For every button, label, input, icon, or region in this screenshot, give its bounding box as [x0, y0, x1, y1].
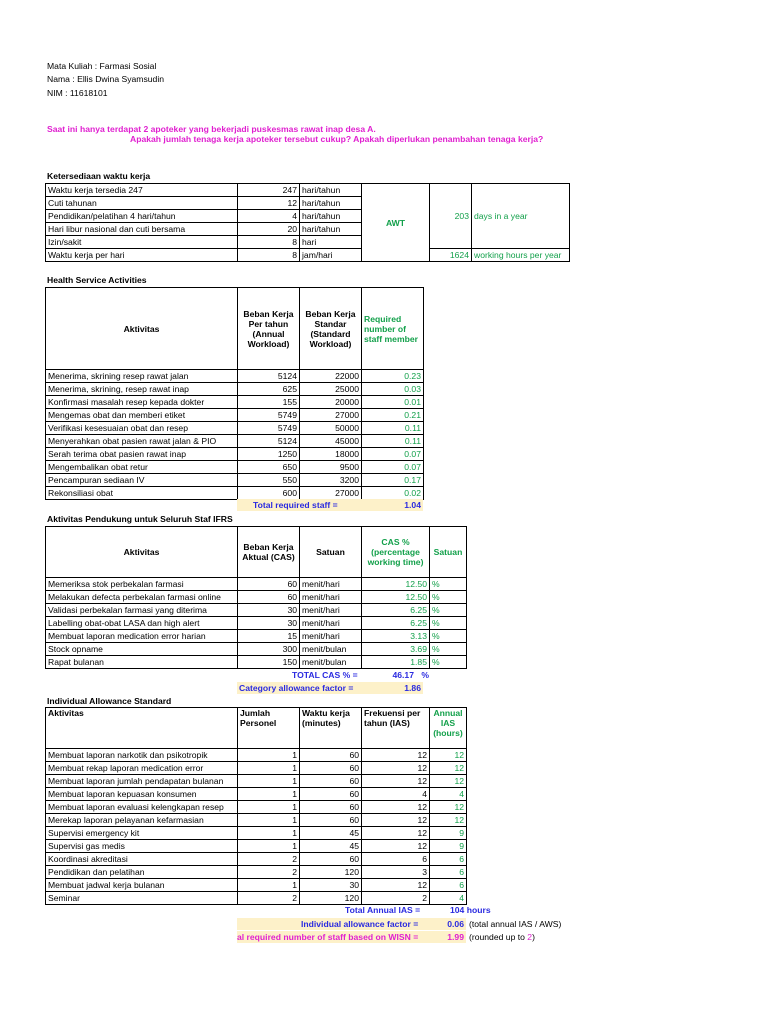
annual-workload-cell: 650	[238, 461, 300, 474]
col-standard: Beban Kerja Standar (Standard Workload)	[300, 288, 362, 370]
table-row	[46, 656, 467, 669]
standard-workload-cell: 50000	[300, 422, 362, 435]
activity-cell: Membuat laporan kepuasan konsumen	[46, 788, 238, 801]
frequency-cell: 12	[362, 762, 430, 775]
table-row	[46, 396, 424, 409]
time-cell: 60	[300, 762, 362, 775]
annual-ias-cell: 4	[430, 892, 467, 905]
cas-percent-cell: 6.25	[362, 604, 430, 617]
cas-percent-cell: 12.50	[362, 578, 430, 591]
required-staff-cell: 0.17	[362, 474, 424, 487]
required-staff-cell: 0.21	[362, 409, 424, 422]
activity-cell: Membuat laporan medication error harian	[46, 630, 238, 643]
personnel-cell: 1	[238, 814, 300, 827]
personnel-cell: 2	[238, 853, 300, 866]
table-row	[46, 801, 467, 814]
time-cell: 60	[300, 775, 362, 788]
student-nim: NIM : 11618101	[47, 88, 108, 98]
cas-total-label: TOTAL CAS % =	[292, 670, 358, 680]
table-row	[46, 409, 424, 422]
personnel-cell: 1	[238, 775, 300, 788]
table-row	[46, 578, 467, 591]
annual-ias-cell: 12	[430, 762, 467, 775]
individual-factor-note: (total annual IAS / AWS)	[469, 919, 562, 929]
required-staff-cell: 0.02	[362, 487, 424, 500]
col-freq: Frekuensi per tahun (IAS)	[362, 708, 430, 749]
activity-cell: Rekonsiliasi obat	[46, 487, 238, 500]
unit-cell: menit/hari	[300, 591, 362, 604]
wisn-row	[237, 931, 466, 943]
percent-unit-cell: %	[430, 591, 467, 604]
activity-cell: Merekap laporan pelayanan kefarmasian	[46, 814, 238, 827]
personnel-cell: 1	[238, 749, 300, 762]
table-row	[46, 840, 467, 853]
cas-load-cell: 60	[238, 591, 300, 604]
cas-load-cell: 30	[238, 604, 300, 617]
col-cas: CAS % (percentage working time)	[362, 527, 430, 578]
unit-cell: menit/bulan	[300, 656, 362, 669]
annual-ias-cell: 9	[430, 840, 467, 853]
annual-workload-cell: 155	[238, 396, 300, 409]
frequency-cell: 3	[362, 866, 430, 879]
cas-percent-cell: 1.85	[362, 656, 430, 669]
time-cell: 60	[300, 749, 362, 762]
availability-label: Pendidikan/pelatihan 4 hari/tahun	[46, 210, 238, 223]
wisn-note	[469, 931, 535, 943]
activity-cell: Rapat bulanan	[46, 656, 238, 669]
time-cell: 30	[300, 879, 362, 892]
cas-percent-cell: 12.50	[362, 591, 430, 604]
support-title: Aktivitas Pendukung untuk Seluruh Staf IFRS	[47, 514, 233, 524]
wisn-note-number: 2	[527, 932, 533, 942]
col-annual-ias: Annual IAS (hours)	[430, 708, 467, 749]
annual-workload-cell: 625	[238, 383, 300, 396]
annual-workload-cell: 5749	[238, 409, 300, 422]
standard-workload-cell: 22000	[300, 370, 362, 383]
personnel-cell: 2	[238, 892, 300, 905]
activity-cell: Membuat rekap laporan medication error	[46, 762, 238, 775]
table-row	[46, 422, 424, 435]
annual-ias-cell: 6	[430, 853, 467, 866]
unit-cell: menit/hari	[300, 617, 362, 630]
activity-cell: Labelling obat-obat LASA dan high alert	[46, 617, 238, 630]
activity-cell: Memeriksa stok perbekalan farmasi	[46, 578, 238, 591]
individual-table	[45, 707, 467, 905]
frequency-cell: 12	[362, 749, 430, 762]
annual-ias-cell: 12	[430, 801, 467, 814]
activity-cell: Mengemas obat dan memberi etiket	[46, 409, 238, 422]
standard-workload-cell: 9500	[300, 461, 362, 474]
standard-workload-cell: 20000	[300, 396, 362, 409]
cas-load-cell: 150	[238, 656, 300, 669]
annual-ias-cell: 6	[430, 879, 467, 892]
support-table	[45, 526, 467, 669]
required-staff-cell: 0.07	[362, 461, 424, 474]
annual-ias-cell: 4	[430, 788, 467, 801]
activity-cell: Validasi perbekalan farmasi yang diterima	[46, 604, 238, 617]
activity-cell: Supervisi gas medis	[46, 840, 238, 853]
table-row	[46, 788, 467, 801]
time-cell: 120	[300, 892, 362, 905]
unit-cell: menit/hari	[300, 578, 362, 591]
cas-percent-cell: 3.69	[362, 643, 430, 656]
days-label: days in a year	[472, 184, 570, 249]
availability-label: Waktu kerja per hari	[46, 249, 238, 262]
frequency-cell: 12	[362, 814, 430, 827]
table-row	[46, 643, 467, 656]
table-row	[46, 184, 570, 197]
col-required: Required number of staff member	[362, 288, 424, 370]
total-ias-label: Total Annual IAS =	[345, 905, 421, 915]
days-value: 203	[430, 184, 472, 249]
category-factor-row	[237, 682, 423, 694]
unit-cell: menit/hari	[300, 604, 362, 617]
question-line-2: Apakah jumlah tenaga kerja apoteker tersebut cukup? Apakah diperlukan penambahan tenaga kerja?	[130, 134, 544, 144]
activity-cell: Menyerahkan obat pasien rawat jalan & PIO	[46, 435, 238, 448]
standard-workload-cell: 45000	[300, 435, 362, 448]
wisn-note-post: )	[532, 932, 535, 942]
col-unit: Satuan	[300, 527, 362, 578]
availability-unit: hari/tahun	[300, 223, 362, 236]
availability-value: 4	[238, 210, 300, 223]
cas-total-value: 46.17	[392, 670, 414, 680]
frequency-cell: 6	[362, 853, 430, 866]
awt-cell: AWT	[362, 184, 430, 262]
hours-value: 1624	[430, 249, 472, 262]
availability-unit: jam/hari	[300, 249, 362, 262]
cas-load-cell: 60	[238, 578, 300, 591]
question-line-1: Saat ini hanya terdapat 2 apoteker yang bekerjadi puskesmas rawat inap desa A.	[47, 124, 376, 134]
availability-value: 8	[238, 249, 300, 262]
col-load: Beban Kerja Aktual (CAS)	[238, 527, 300, 578]
individual-factor-row	[237, 918, 466, 930]
table-row	[46, 630, 467, 643]
annual-workload-cell: 5124	[238, 435, 300, 448]
col-unit-2: Satuan	[430, 527, 467, 578]
time-cell: 60	[300, 788, 362, 801]
personnel-cell: 1	[238, 879, 300, 892]
individual-factor-value: 0.06	[447, 919, 464, 929]
col-activity: Aktivitas	[46, 708, 238, 749]
annual-workload-cell: 1250	[238, 448, 300, 461]
table-row	[46, 617, 467, 630]
activity-cell: Mengembalikan obat retur	[46, 461, 238, 474]
table-row	[46, 383, 424, 396]
annual-workload-cell: 550	[238, 474, 300, 487]
availability-label: Cuti tahunan	[46, 197, 238, 210]
required-staff-cell: 0.03	[362, 383, 424, 396]
activity-cell: Membuat laporan jumlah pendapatan bulanan	[46, 775, 238, 788]
category-factor-label: Category allowance factor =	[239, 683, 354, 693]
personnel-cell: 1	[238, 840, 300, 853]
availability-table	[45, 183, 570, 262]
annual-ias-cell: 12	[430, 775, 467, 788]
table-row	[46, 892, 467, 905]
time-cell: 45	[300, 827, 362, 840]
table-row	[46, 448, 424, 461]
availability-label: Waktu kerja tersedia 247	[46, 184, 238, 197]
availability-value: 20	[238, 223, 300, 236]
health-total-row	[237, 499, 423, 511]
activity-cell: Supervisi emergency kit	[46, 827, 238, 840]
table-row	[46, 749, 467, 762]
table-header-row	[46, 288, 424, 370]
table-row	[46, 249, 570, 262]
availability-value: 8	[238, 236, 300, 249]
annual-ias-cell: 9	[430, 827, 467, 840]
activity-cell: Membuat jadwal kerja bulanan	[46, 879, 238, 892]
activity-cell: Membuat laporan evaluasi kelengkapan resep	[46, 801, 238, 814]
activity-cell: Serah terima obat pasien rawat inap	[46, 448, 238, 461]
percent-unit-cell: %	[430, 617, 467, 630]
health-total-value: 1.04	[404, 500, 421, 510]
table-row	[46, 879, 467, 892]
percent-unit-cell: %	[430, 630, 467, 643]
activity-cell: Stock opname	[46, 643, 238, 656]
activity-cell: Menerima, skrining, resep rawat inap	[46, 383, 238, 396]
health-total-label: Total required staff =	[253, 500, 338, 510]
personnel-cell: 2	[238, 866, 300, 879]
personnel-cell: 1	[238, 788, 300, 801]
time-cell: 60	[300, 814, 362, 827]
table-header-row	[46, 708, 467, 749]
wisn-note-pre: (rounded up to	[469, 932, 528, 942]
time-cell: 45	[300, 840, 362, 853]
availability-label: Hari libur nasional dan cuti bersama	[46, 223, 238, 236]
table-row	[46, 435, 424, 448]
availability-unit: hari	[300, 236, 362, 249]
table-row	[46, 604, 467, 617]
required-staff-cell: 0.01	[362, 396, 424, 409]
annual-workload-cell: 5124	[238, 370, 300, 383]
standard-workload-cell: 3200	[300, 474, 362, 487]
wisn-label: al required number of staff based on WISN =	[237, 932, 419, 942]
unit-cell: menit/bulan	[300, 643, 362, 656]
cas-load-cell: 300	[238, 643, 300, 656]
personnel-cell: 1	[238, 827, 300, 840]
frequency-cell: 12	[362, 801, 430, 814]
course-label: Mata Kuliah : Farmasi Sosial	[47, 61, 157, 71]
personnel-cell: 1	[238, 762, 300, 775]
standard-workload-cell: 25000	[300, 383, 362, 396]
table-row	[46, 814, 467, 827]
standard-workload-cell: 27000	[300, 409, 362, 422]
availability-unit: hari/tahun	[300, 210, 362, 223]
table-row	[46, 461, 424, 474]
activity-cell: Membuat laporan narkotik dan psikotropik	[46, 749, 238, 762]
total-ias-value: 104 hours	[450, 905, 491, 915]
hours-label: working hours per year	[472, 249, 570, 262]
student-name: Nama : Ellis Dwina Syamsudin	[47, 74, 165, 84]
activity-cell: Verifikasi kesesuaian obat dan resep	[46, 422, 238, 435]
required-staff-cell: 0.11	[362, 435, 424, 448]
percent-unit-cell: %	[430, 643, 467, 656]
availability-value: 247	[238, 184, 300, 197]
frequency-cell: 12	[362, 775, 430, 788]
activity-cell: Koordinasi akreditasi	[46, 853, 238, 866]
frequency-cell: 12	[362, 827, 430, 840]
health-title: Health Service Activities	[47, 275, 147, 285]
time-cell: 60	[300, 853, 362, 866]
table-row	[46, 827, 467, 840]
table-row	[46, 474, 424, 487]
activity-cell: Menerima, skrining resep rawat jalan	[46, 370, 238, 383]
support-total-row	[237, 669, 429, 681]
frequency-cell: 2	[362, 892, 430, 905]
percent-unit-cell: %	[430, 578, 467, 591]
frequency-cell: 12	[362, 840, 430, 853]
standard-workload-cell: 27000	[300, 487, 362, 500]
activity-cell: Konfirmasi masalah resep kepada dokter	[46, 396, 238, 409]
time-cell: 60	[300, 801, 362, 814]
annual-workload-cell: 600	[238, 487, 300, 500]
availability-label: Izin/sakit	[46, 236, 238, 249]
required-staff-cell: 0.23	[362, 370, 424, 383]
table-row	[46, 591, 467, 604]
category-factor-value: 1.86	[404, 683, 421, 693]
activity-cell: Pencampuran sediaan IV	[46, 474, 238, 487]
table-row	[46, 853, 467, 866]
annual-ias-cell: 12	[430, 814, 467, 827]
table-row	[46, 762, 467, 775]
frequency-cell: 4	[362, 788, 430, 801]
activity-cell: Pendidikan dan pelatihan	[46, 866, 238, 879]
annual-workload-cell: 5749	[238, 422, 300, 435]
health-table	[45, 287, 424, 500]
percent-unit-cell: %	[430, 656, 467, 669]
time-cell: 120	[300, 866, 362, 879]
required-staff-cell: 0.11	[362, 422, 424, 435]
table-row	[46, 775, 467, 788]
col-time: Waktu kerja (minutes)	[300, 708, 362, 749]
cas-total-pct: %	[421, 670, 429, 680]
cas-load-cell: 15	[238, 630, 300, 643]
annual-ias-cell: 12	[430, 749, 467, 762]
individual-factor-label: Individual allowance factor =	[301, 919, 419, 929]
col-personnel: Jumlah Personel	[238, 708, 300, 749]
standard-workload-cell: 18000	[300, 448, 362, 461]
col-activity: Aktivitas	[46, 527, 238, 578]
individual-title: Individual Allowance Standard	[47, 696, 172, 706]
unit-cell: menit/hari	[300, 630, 362, 643]
percent-unit-cell: %	[430, 604, 467, 617]
availability-unit: hari/tahun	[300, 197, 362, 210]
availability-value: 12	[238, 197, 300, 210]
table-header-row	[46, 527, 467, 578]
cas-percent-cell: 6.25	[362, 617, 430, 630]
cas-load-cell: 30	[238, 617, 300, 630]
activity-cell: Seminar	[46, 892, 238, 905]
annual-ias-cell: 6	[430, 866, 467, 879]
availability-unit: hari/tahun	[300, 184, 362, 197]
personnel-cell: 1	[238, 801, 300, 814]
required-staff-cell: 0.07	[362, 448, 424, 461]
col-annual: Beban Kerja Per tahun (Annual Workload)	[238, 288, 300, 370]
activity-cell: Melakukan defecta perbekalan farmasi online	[46, 591, 238, 604]
table-row	[46, 370, 424, 383]
wisn-value: 1.99	[447, 932, 464, 942]
availability-title: Ketersediaan waktu kerja	[47, 171, 151, 181]
frequency-cell: 12	[362, 879, 430, 892]
table-row	[46, 487, 424, 500]
col-activity: Aktivitas	[46, 288, 238, 370]
cas-percent-cell: 3.13	[362, 630, 430, 643]
table-row	[46, 866, 467, 879]
